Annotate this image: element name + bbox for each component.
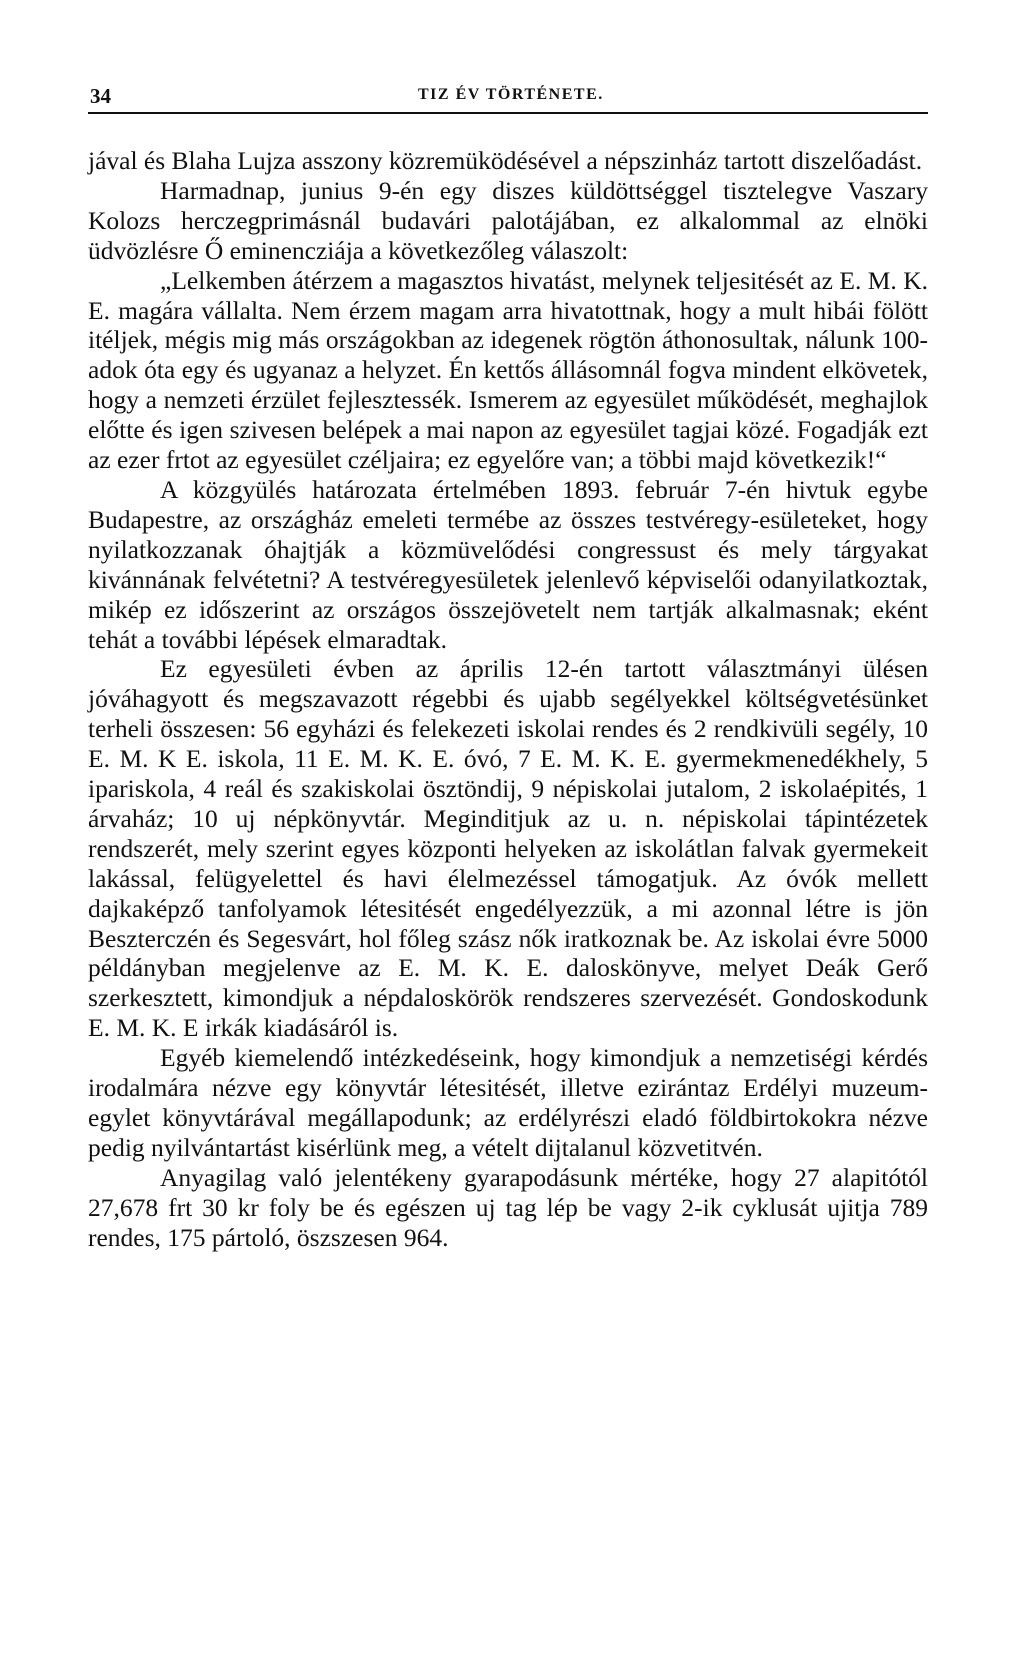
running-title: TIZ ÉV TÖRTÉNETE. (418, 86, 604, 103)
page-number: 34 (90, 84, 111, 108)
body-text (88, 146, 928, 1253)
paragraph-budget: Ez egyesületi évben az április 12-én tartott választmányi ülésen jóváhagyott és megszavazott régebbi és ujabb segélyekkel költségvetésünket terheli összesen: 56 egyházi és felekezeti iskolai rendes és 2 rendkivüli segély, 10 E. M. K E. iskola, 11 E. M. K. E. óvó, 7 E. M. K. E. gyermekmenedékhely, 5 ipariskola, 4 reál és szakiskolai ösztöndij, 9 népiskolai jutalom, 2 iskolaépités, 1 árvaház; 10 uj népkönyvtár. Meginditjuk az u. n. népiskolai tápintézetek rendszerét, mely szerint egyes központi helyeken az iskolátlan falvak gyermekeit lakással, felügyelettel és havi élelmezéssel támogatjuk. Az óvók mellett dajkaképző tanfolyamok létesitését engedélyezzük, a mi azonnal létre is jön Beszterczén és Segesvárt, hol főleg szász nők iratkoznak be. Az iskolai évre 5000 példányban megjelenve az E. M. K. E. daloskönyve, melyet Deák Gerő szerkesztett, kimondjuk a népdaloskörök rendszeres szervezését. Gondoskodunk E. M. K. E irkák kiadásáról is. (88, 654, 928, 1043)
paragraph-primate-quote: „Lelkemben átérzem a magasztos hivatást, melynek teljesitését az E. M. K. E. magára vállalta. Nem érzem magam arra hivatottnak, hogy a mult hibái fölött itéljek, mégis mig más országokban az idegenek rögtön áthonosultak, nálunk 100-adok óta egy és ugyanaz a helyzet. Én kettős állásomnál fogva mindent elkövetek, hogy a nemzeti érzület fejlesztessék. Ismerem az egyesület működését, meghajlok előtte és igen szivesen belépek a mai napon az egyesület tagjai közé. Fogadják ezt az ezer frtot az egyesület czéljaira; ez egyelőre van; a többi majd következik!“ (88, 265, 928, 475)
paragraph-membership: Anyagilag való jelentékeny gyarapodásunk mértéke, hogy 27 alapitótól 27,678 frt 30 kr foly be és egészen uj tag lép be vagy 2-ik cyklusát ujitja 789 rendes, 175 pártoló, öszszesen 964. (88, 1162, 928, 1252)
paragraph-general-assembly: A közgyülés határozata értelmében 1893. február 7-én hivtuk egybe Budapestre, az országház emeleti termébe az összes testvéregy-esületeket, hogy nyilatkozzanak óhajtják a közmüvelődési congressust és mely tárgyakat kivánnának felvétetni? A testvéregyesületek jelenlevő képviselői odanyilatkoztak, mikép ez időszerint az országos összejövetelt nem tartják alkalmasnak; eként tehát a további lépések elmaradtak. (88, 474, 928, 654)
book-page (88, 82, 928, 1253)
paragraph-primate-visit: Harmadnap, junius 9-én egy diszes küldöttséggel tisztelegve Vaszary Kolozs herczegprimásnál budavári palotájában, ez alkalommal az elnöki üdvözlésre Ő eminencziája a következőleg válaszolt: (88, 175, 928, 265)
paragraph-continuation: jával és Blaha Lujza asszony közremüködésével a népszinház tartott diszelőadást. (88, 146, 923, 175)
paragraph-other-measures: Egyéb kiemelendő intézkedéseink, hogy kimondjuk a nemzetiségi kérdés irodalmára nézve egy könyvtár létesitését, illetve ezirántaz Erdélyi muzeum-egylet könyvtárával megállapodunk; az erdélyrészi eladó földbirtokokra nézve pedig nyilvántartást kisérlünk meg, a vételt dijtalanul közvetitvén. (88, 1043, 928, 1162)
page-header (88, 82, 928, 114)
